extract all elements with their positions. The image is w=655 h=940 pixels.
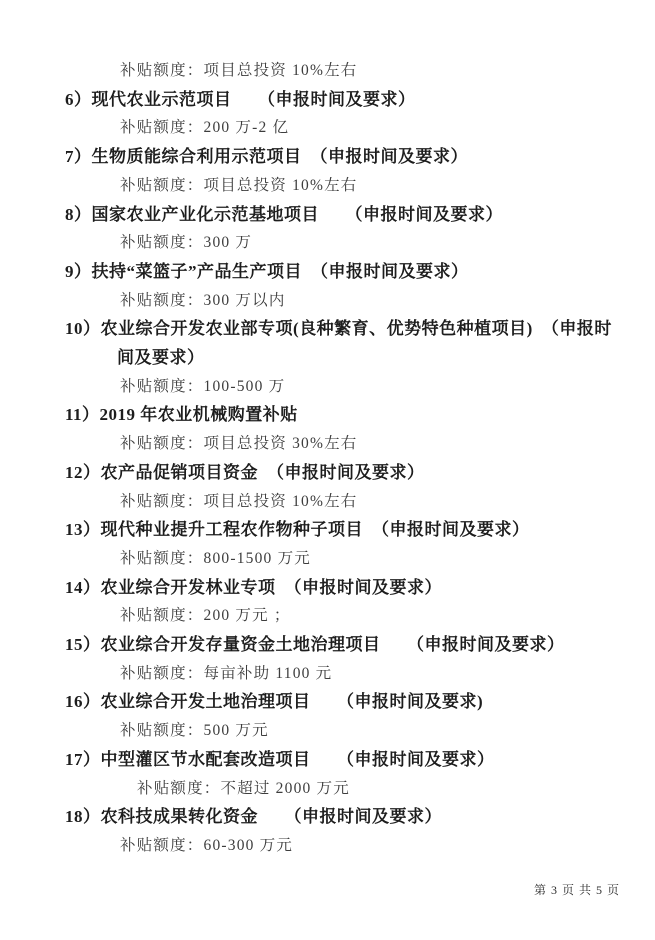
subsidy-amount: 补贴额度：300 万 (120, 234, 253, 252)
subsidy-amount: 补贴额度：200 万-2 亿 (120, 119, 290, 137)
subsidy-amount: 补贴额度：100-500 万 (120, 377, 286, 395)
subsidy-amount: 补贴额度：项目总投资 30%左右 (120, 435, 358, 453)
subsidy-amount: 补贴额度：不超过 2000 万元 (137, 779, 350, 797)
subsidy-amount: 补贴额度：项目总投资 10%左右 (120, 176, 358, 194)
subsidy-amount: 补贴额度：500 万元 (120, 722, 269, 740)
subsidy-amount: 补贴额度：项目总投资 10%左右 (120, 62, 358, 79)
item-heading: 12）农产品促销项目资金 （申报时间及要求） (65, 462, 425, 482)
page-footer (534, 881, 620, 898)
item-heading: 17）中型灌区节水配套改造项目 （申报时间及要求） (65, 749, 495, 769)
subsidy-amount: 补贴额度：800-1500 万元 (120, 549, 311, 567)
item-heading: 10）农业综合开发农业部专项(良种繁育、优势特色种植项目) （申报时间及要求） (65, 319, 612, 368)
item-heading: 18）农科技成果转化资金 （申报时间及要求） (65, 807, 442, 827)
subsidy-amount: 补贴额度：项目总投资 10%左右 (120, 492, 358, 510)
item-heading: 13）现代种业提升工程农作物种子项目 （申报时间及要求） (65, 520, 530, 540)
item-heading: 6）现代农业示范项目 （申报时间及要求） (65, 89, 416, 109)
item-heading: 7）生物质能综合利用示范项目 （申报时间及要求） (65, 147, 468, 167)
item-heading: 14）农业综合开发林业专项 （申报时间及要求） (65, 577, 442, 597)
item-heading: 11）2019 年农业机械购置补贴 (65, 405, 298, 425)
page-number-indicator: 第 3 页 共 5 页 (533, 883, 620, 897)
subsidy-amount: 补贴额度：300 万以内 (120, 291, 286, 309)
item-heading: 15）农业综合开发存量资金土地治理项目 （申报时间及要求） (65, 635, 565, 655)
item-heading: 9）扶持“菜篮子”产品生产项目 （申报时间及要求） (65, 261, 469, 281)
subsidy-amount: 补贴额度：200 万元 ； (120, 607, 291, 625)
item-heading: 16）农业综合开发土地治理项目 （申报时间及要求) (65, 692, 484, 712)
subsidy-amount: 补贴额度：60-300 万元 (120, 836, 294, 854)
item-heading: 8）国家农业产业化示范基地项目 （申报时间及要求） (65, 204, 503, 224)
subsidy-amount: 补贴额度：每亩补助 1100 元 (120, 664, 333, 682)
